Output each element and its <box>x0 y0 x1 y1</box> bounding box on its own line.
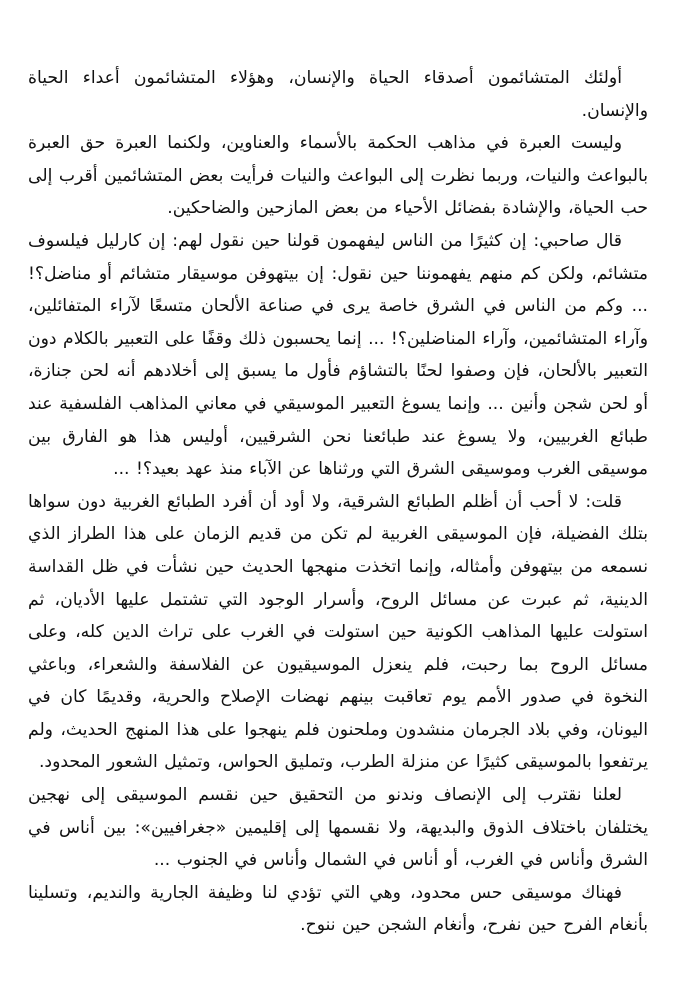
paragraph-4: قلت: لا أحب أن أظلم الطبائع الشرقية، ولا أود أن أفرد الطبائع الغربية دون سواها بتلك الفضيلة، فإن الموسيقى الغربية لم تكن من قديم الزمان على هذا الطراز الذي نسمعه من بيتهوفن وأمثاله، وإنما اتخذت منهجها الحديث حين نشأت في ظل القداسة الدينية، ثم عبرت عن مسائل الروح، وأسرار الوجود التي تشتمل عليها الأديان، ثم استولت عليها المذاهب الكونية حين استولت في الغرب على تراث الدين كله، وعلى مسائل الروح بما رحبت، فلم ينعزل الموسيقيون عن الفلاسفة والشعراء، وباعثي النخوة في صدور الأمم يوم تعاقبت بينهم نهضات الإصلاح والحرية، وقديمًا كان في اليونان، وفي بلاد الجرمان منشدون وملحنون فلم ينهجوا على هذا المنهج الحديث، ولم يرتفعوا بالموسيقى كثيرًا عن منزلة الطرب، وتمليق الحواس، وتمثيل الشعور المحدود. <box>28 491 648 773</box>
paragraph-1: أولئك المتشائمون أصدقاء الحياة والإنسان، وهؤلاء المتشائمون أعداء الحياة والإنسان. <box>28 68 648 121</box>
paragraph-6: فهناك موسيقى حس محدود، وهي التي تؤدي لنا وظيفة الجارية والنديم، وتسلينا بأنغام الفرح حين نفرح، وأنغام الشجن حين ننوح. <box>28 882 648 936</box>
paragraph-2: وليست العبرة في مذاهب الحكمة بالأسماء والعناوين، ولكنما العبرة حق العبرة بالبواعث والنيات، وربما نظرت إلى البواعث والنيات فرأيت بعض المتشائمين أقرب إلى حب الحياة، والإشادة بفضائل الأحياء من بعض المازحين والضاحكين. <box>28 133 648 219</box>
paragraph-5: لعلنا نقترب إلى الإنصاف وندنو من التحقيق حين نقسم الموسيقى إلى نهجين يختلفان باختلاف الذوق والبديهة، ولا نقسمها إلى إقليمين «جغرافيين»: بين أناس في الشرق وأناس في الغرب، أو أناس في الشمال وأناس في الجنوب ... <box>28 785 648 871</box>
paragraph-3: قال صاحبي: إن كثيرًا من الناس ليفهمون قولنا حين نقول لهم: إن كارليل فيلسوف متشائم، ولكن كم منهم يفهموننا حين نقول: إن بيتهوفن موسيقار متشائم أو مناضل؟! ... وكم من الناس في الشرق خاصة يرى في صناعة الألحان متسعًا لآراء المتفائلين، وآراء المتشائمين، وآراء المناضلين؟! ... إنما يحسبون ذلك وقفًا على التعبير بالكلام دون التعبير بالألحان، فإن وصفوا لحنًا بالتشاؤم فأول ما يسبق إلى أخلادهم أنه لحن جنازة، أو لحن شجن وأنين ... وإنما يسوغ التعبير الموسيقي في معاني المذاهب الفلسفية عند طبائع الغربيين، ولا يسوغ عند طبائعنا نحن الشرقيين، أوليس هذا هو الفارق بين موسيقى الغرب وموسيقى الشرق التي ورثناها عن الآباء منذ عهد بعيد؟! ... <box>28 230 648 480</box>
